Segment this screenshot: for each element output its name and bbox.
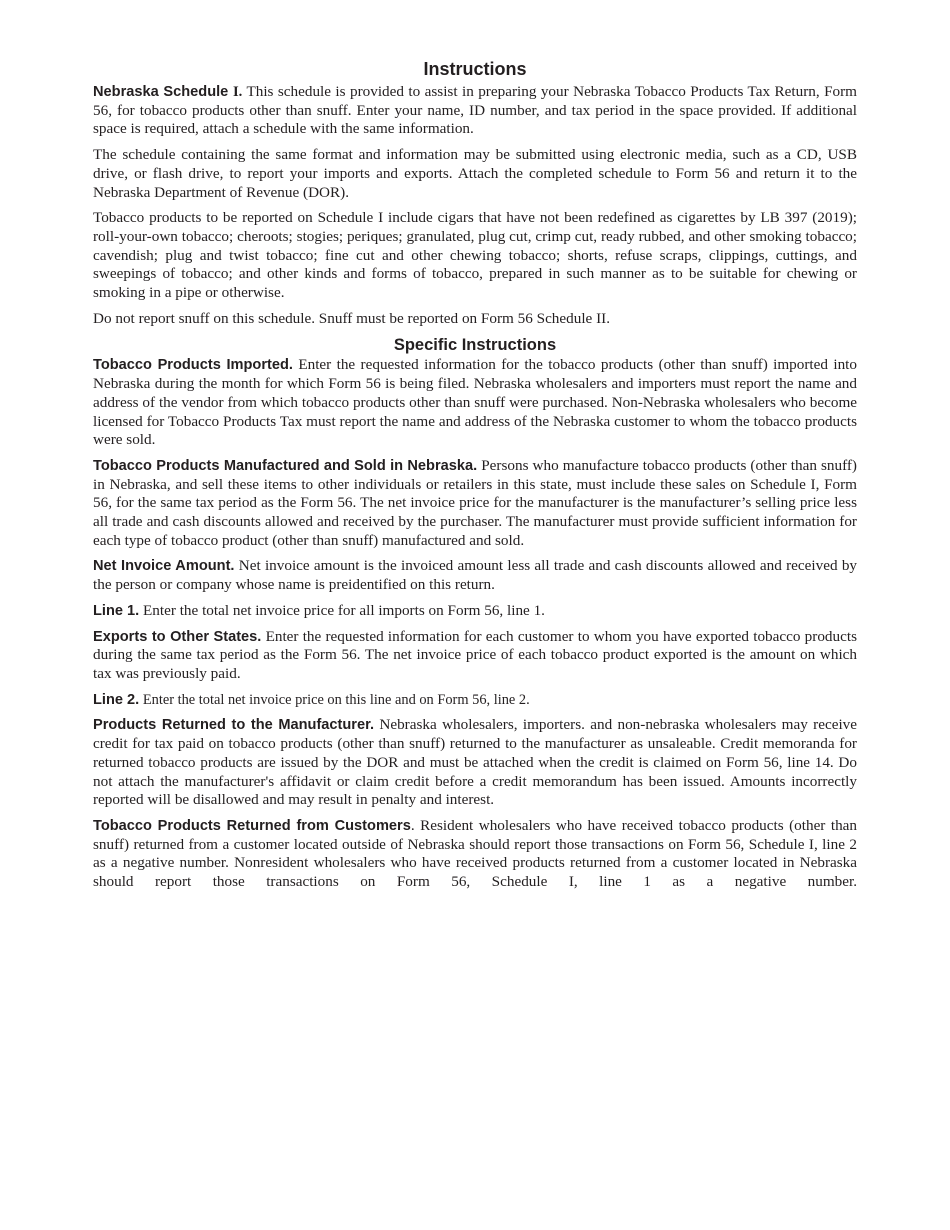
section-heading: Line 1. (93, 602, 140, 619)
section-heading: Exports to Other States. (93, 628, 262, 645)
intro-heading-text: Nebraska Schedule (93, 84, 233, 100)
section-line-2 (93, 691, 857, 710)
instructions-page (93, 58, 857, 899)
section-heading: Products Returned to the Manufacturer. (93, 717, 375, 734)
section-line-1 (93, 602, 857, 621)
section-text: Enter the requested information for the tobacco products (other than snuff) imported into Nebraska during the month for which Form 56 is being filed. Nebraska wholesalers and importers must report the name and address of the vendor from which tobacco products other than snuff were purchased. Non-Nebraska wholesalers who become licensed for Tobacco Products Tax must report the name and address of the Nebraska customer to whom the tobacco products were sold. (93, 356, 857, 449)
section-net-invoice-amount (93, 557, 857, 594)
section-text: Enter the requested information for each customer to whom you have exported tobacco products during the same tax period as the Form 56. The net invoice price of each tobacco product exported is the amount on which tax was previously paid. (93, 627, 857, 682)
section-text: . Resident wholesalers who have received tobacco products (other than snuff) returned from a customer located outside of Nebraska should report those transactions on Form 56, Schedule I, line 2 as a negative number. Nonresident wholesalers who have received products returned from a customer located in Nebraska should report those transactions on Form 56, Schedule I, line 1 as a negative number. (93, 816, 857, 891)
section-text: Persons who manufacture tobacco products (other than snuff) in Nebraska, and sell these items to other individuals or retailers in this state, must include these sales on Schedule I, Form 56, for the same tax period as the Form 56. The net invoice price for the manufacturer is the manufacturer’s selling price less all trade and cash discounts allowed and received by the purchaser. The manufacturer must provide sufficient information for each type of tobacco product (other than snuff) manufactured and sold. (93, 456, 857, 549)
section-text: Net invoice amount is the invoiced amount less all trade and cash discounts allowed and received by the person or company whose name is preidentified on this return. (93, 557, 858, 594)
section-text: Nebraska wholesalers, importers. and non-nebraska wholesalers may receive credit for tax paid on tobacco products (other than snuff) returned to the manufacturer as unsaleable. Credit memoranda for returned tobacco products are issued by the DOR and must be attached when the credit is claimed on Form 56, line 14. Do not attach the manufacturer's affidavit or claim credit before a credit memorandum has been issued. Amounts incorrectly reported will be disallowed and may result in penalty and interest. (93, 716, 857, 809)
section-heading: Tobacco Products Manufactured and Sold in Nebraska. (93, 457, 478, 474)
section-manufactured-sold (93, 457, 857, 551)
intro-text: This schedule is provided to assist in preparing your Nebraska Tobacco Products Tax Return, Form 56, for tobacco products other than snuff. Enter your name, ID number, and tax period in the space provided. If additional space is required, attach a schedule with the same information. (93, 83, 857, 138)
snuff-note-paragraph: Do not report snuff on this schedule. Snuff must be reported on Form 56 Schedule II. (93, 309, 610, 327)
intro-heading-numeral: I. (232, 84, 243, 100)
reportable-products-paragraph: Tobacco products to be reported on Schedule I include cigars that have not been redefined as cigarettes by LB 397 (2019); roll-your-own tobacco; cheroots; stogies; periques; granulated, plug cut, crimp cut, ready rubbed, and other smoking tobacco; cavendish; plug and twist tobacco; fine cut and other chewing tobacco; shorts, refuse scraps, clippings, cuttings, and sweepings of tobacco; and other kinds and forms of tobacco, prepared in such manner as to be suitable for chewing or smoking in a pipe or otherwise. (93, 209, 857, 302)
section-heading: Tobacco Products Imported. (93, 357, 293, 374)
section-heading: Tobacco Products Returned from Customers (93, 817, 411, 834)
section-heading: Line 2. (93, 691, 140, 708)
section-returned-from-customers (93, 817, 857, 892)
intro-heading (93, 84, 242, 100)
section-tobacco-imported (93, 356, 857, 450)
section-exports (93, 628, 857, 684)
section-heading: Net Invoice Amount. (93, 558, 235, 575)
section-text: Enter the total net invoice price on this line and on Form 56, line 2. (139, 691, 530, 708)
page-title: Instructions (423, 59, 527, 79)
intro-paragraph (93, 83, 857, 139)
electronic-media-paragraph: The schedule containing the same format and information may be submitted using electronic media, such as a CD, USB drive, or flash drive, to report your imports and exports. Attach the completed schedule to Form 56 and return it to the Nebraska Department of Revenue (DOR). (93, 146, 857, 201)
section-text: Enter the total net invoice price for all imports on Form 56, line 1. (139, 601, 545, 619)
specific-instructions-title: Specific Instructions (393, 336, 557, 355)
section-returned-to-manufacturer (93, 716, 857, 810)
